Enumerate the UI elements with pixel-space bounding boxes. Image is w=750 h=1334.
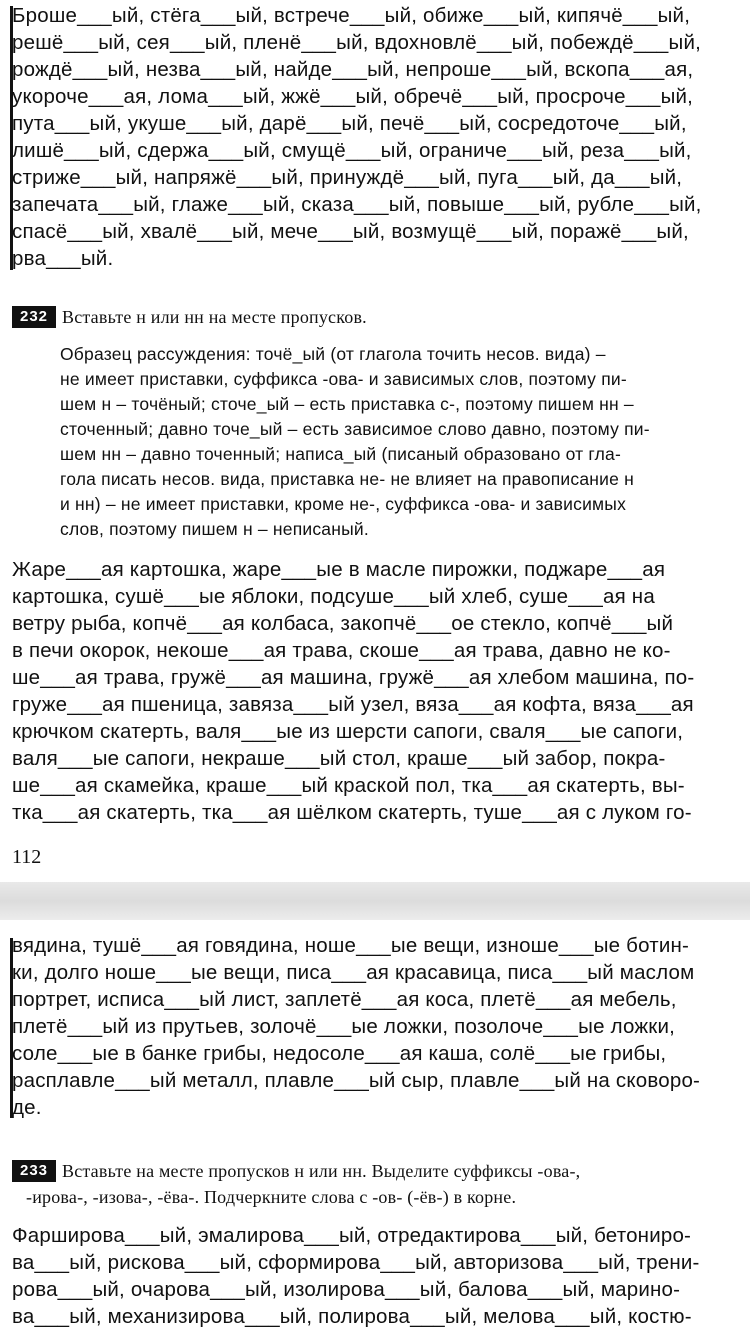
text-line: соле___ые в банке грибы, недосоле___ая каша, солё___ые грибы,	[12, 1042, 667, 1065]
text-line: портрет, исписа___ый лист, заплетё___ая коса, плетё___ая мебель,	[12, 988, 677, 1011]
exercise-heading: -ирова-, -изова-, -ёва-. Подчеркните слова с -ов- (-ёв-) в корне.	[26, 1187, 517, 1207]
text-line: рова___ый, очарова___ый, изолирова___ый, балова___ый, марино-	[12, 1278, 681, 1301]
text-line: валя___ые сапоги, некраше___ый стол, краше___ый забор, покра-	[12, 747, 666, 770]
text-line: решё___ый, сея___ый, пленё___ый, вдохновлё___ый, побеждё___ый,	[12, 31, 701, 54]
sample-line: шем н – точёный; сточе_ый – есть приставка с-, поэтому пишем нн –	[60, 394, 634, 414]
exercise-number-badge: 232	[12, 306, 56, 328]
text-line: вядина, тушё___ая говядина, ноше___ые вещи, изноше___ые ботин-	[12, 934, 690, 957]
text-line: спасё___ый, хвалё___ый, мече___ый, возмущё___ый, поражё___ый,	[12, 220, 689, 243]
sample-line: гола писать несов. вида, приставка не- не влияет на правописание н	[60, 469, 634, 489]
text-line: ва___ый, рискова___ый, сформирова___ый, авторизова___ый, трени-	[12, 1251, 700, 1274]
text-line: тка___ая скатерть, тка___ая шёлком скатерть, туше___ая с луком го-	[12, 801, 692, 824]
sample-line: не имеет приставки, суффикса -ова- и зависимых слов, поэтому пи-	[60, 369, 627, 389]
sample-line: и нн) – не имеет приставки, кроме не-, суффикса -ова- и зависимых	[60, 494, 627, 514]
text-line: Фарширова___ый, эмалирова___ый, отредактирова___ый, бетониро-	[12, 1224, 692, 1247]
sample-line: Образец рассуждения: точё_ый (от глагола точить несов. вида) –	[60, 344, 606, 364]
text-line: ше___ая трава, гружё___ая машина, гружё___ая хлебом машина, по-	[12, 666, 695, 689]
text-line: лишё___ый, сдержа___ый, смущё___ый, ограниче___ый, реза___ый,	[12, 139, 692, 162]
text-line: рва___ый.	[12, 247, 114, 270]
text-line: груже___ая пшеница, завяза___ый узел, вяза___ая кофта, вяза___ая	[12, 693, 694, 716]
exercise-number-badge: 233	[12, 1160, 56, 1182]
text-line: Броше___ый, стёга___ый, встрече___ый, обиже___ый, кипячё___ый,	[12, 4, 691, 27]
text-line: стриже___ый, напряжё___ый, принуждё___ый, пуга___ый, да___ый,	[12, 166, 683, 189]
text-line: ки, долго ноше___ые вещи, писа___ая красавица, писа___ый маслом	[12, 961, 695, 984]
text-line: де.	[12, 1096, 42, 1119]
text-line: Жаре___ая картошка, жаре___ые в масле пирожки, поджаре___ая	[12, 558, 666, 581]
sample-line: слов, поэтому пишем н – неписаный.	[60, 519, 369, 539]
text-line: ше___ая скамейка, краше___ый краской пол, тка___ая скатерть, вы-	[12, 774, 685, 797]
book-page-113	[0, 920, 750, 1334]
exercise-heading: Вставьте на месте пропусков н или нн. Выделите суффиксы -ова-,	[62, 1161, 581, 1181]
text-line: запечата___ый, глаже___ый, сказа___ый, повыше___ый, рубле___ый,	[12, 193, 702, 216]
text-line: картошка, сушё___ые яблоки, подсуше___ый хлеб, суше___ая на	[12, 585, 655, 608]
text-line: пута___ый, укуше___ый, дарё___ый, печё___ый, сосредоточе___ый,	[12, 112, 687, 135]
sample-line: сточенный; давно точе_ый – есть зависимое слово давно, поэтому пи-	[60, 419, 650, 439]
text-line: укороче___ая, лома___ый, жжё___ый, обречё___ый, просроче___ый,	[12, 85, 694, 108]
text-line: крючком скатерть, валя___ые из шерсти сапоги, сваля___ые сапоги,	[12, 720, 684, 743]
exercise-heading: Вставьте н или нн на месте пропусков.	[62, 307, 367, 327]
text-line: расплавле___ый металл, плавле___ый сыр, плавле___ый на сковоро-	[12, 1069, 701, 1092]
text-line: плетё___ый из прутьев, золочё___ые ложки, позолоче___ые ложки,	[12, 1015, 675, 1038]
sample-line: шем нн – давно точенный; написа_ый (писаный образовано от гла-	[60, 444, 621, 464]
page-number: 112	[12, 846, 42, 868]
text-line: ветру рыба, копчё___ая колбаса, закопчё___ое стекло, копчё___ый	[12, 612, 674, 635]
text-line: рождё___ый, незва___ый, найде___ый, непроше___ый, вскопа___ая,	[12, 58, 694, 81]
page-gap	[0, 882, 750, 920]
text-line: ва___ый, механизирова___ый, полирова___ый, мелова___ый, костю-	[12, 1305, 692, 1328]
text-line: в печи окорок, некоше___ая трава, скоше___ая трава, давно не ко-	[12, 639, 671, 662]
